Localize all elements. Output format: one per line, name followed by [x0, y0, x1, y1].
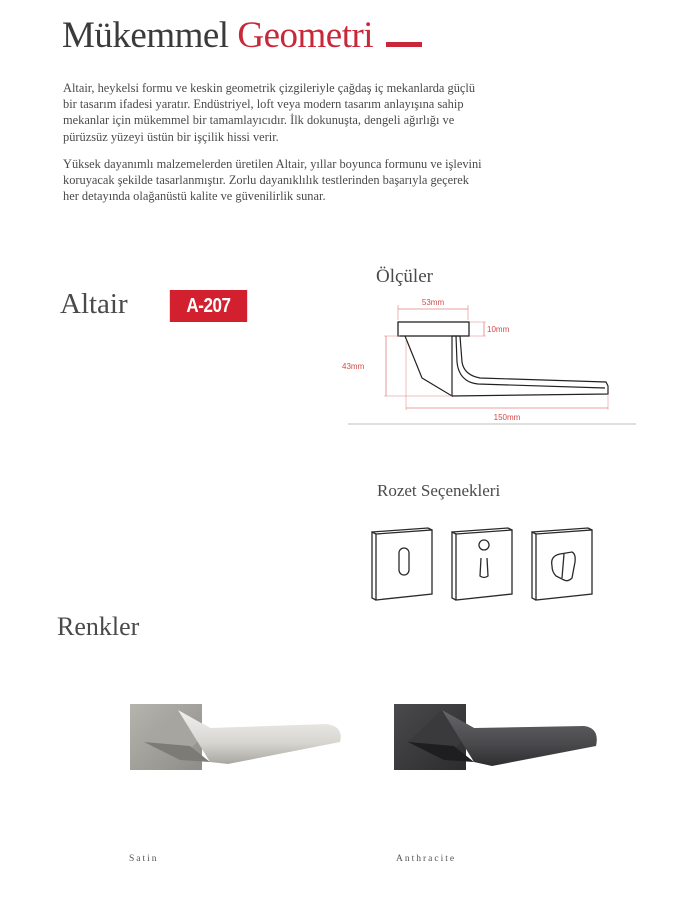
- rosettes-heading: Rozet Seçenekleri: [377, 481, 501, 500]
- rosette-euro-keyhole-icon: [452, 528, 512, 600]
- dim-label-width: 53mm: [421, 298, 445, 307]
- product-code-badge: A-207: [170, 290, 247, 322]
- dimension-projection: [342, 336, 452, 396]
- color-label-satin: Satin: [129, 854, 159, 864]
- rosette-options: [370, 520, 640, 610]
- product-name: Altair: [60, 288, 128, 320]
- title-part-1: Mükemmel: [62, 15, 229, 56]
- description-paragraph-1: Altair, heykelsi formu ve keskin geometrik çizgileriyle çağdaş iç mekanlarda güçlü bir tasarım ifadesi yaratır. Endüstriyel, loft veya modern tasarım anlayışına sahip mekanlar için mükemmel bir tamamlayıcıdır. İlk dokunuşta, dengeli ağırlığı ve pürüzsüz yüzeyi üstün bir işçilik hissi verir.: [63, 81, 476, 144]
- dimension-width-rose: [398, 298, 468, 320]
- dim-label-projection: 43mm: [342, 362, 365, 371]
- rose-outline: [398, 322, 469, 336]
- handle-image-satin: [120, 690, 360, 790]
- title-accent-bar: [386, 42, 422, 47]
- handle-image-anthracite: [380, 690, 620, 790]
- dimension-drawing: [340, 290, 640, 430]
- title-part-2: Geometri: [237, 15, 374, 56]
- color-label-anthracite: Anthracite: [396, 854, 457, 864]
- dim-label-thickness: 10mm: [487, 325, 510, 334]
- rosette-oval-keyhole-icon: [372, 528, 432, 600]
- colors-heading: Renkler: [57, 612, 140, 641]
- dim-label-length: 150mm: [493, 413, 521, 422]
- dimension-rose-thickness: [470, 322, 510, 336]
- description-paragraph-2: Yüksek dayanımlı malzemelerden üretilen Altair, yıllar boyunca formunu ve işlevini koruyacak şekilde tasarlanmıştır. Zorlu dayanıklılık testlerinden başarıyla geçerek her detayında olağanüstü kalite ve güvenilirlik sunar.: [63, 157, 482, 204]
- dimensions-heading: Ölçüler: [376, 266, 433, 287]
- rosette-wc-turn-icon: [532, 528, 592, 600]
- page-title: [62, 14, 373, 58]
- handle-profile: [405, 336, 608, 396]
